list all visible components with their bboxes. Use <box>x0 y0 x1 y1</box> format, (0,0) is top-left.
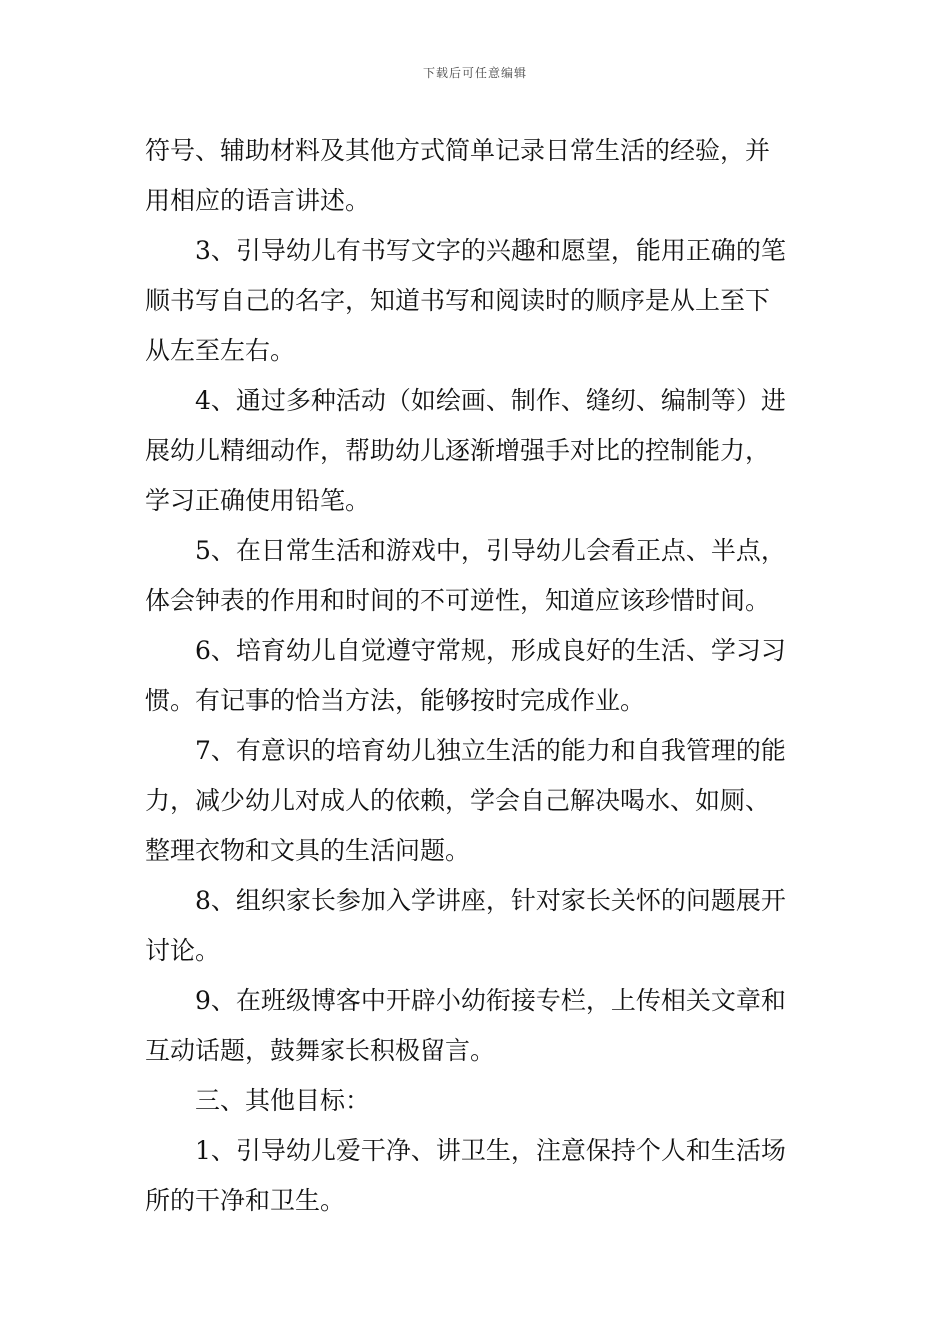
text-line: 所的干净和卫生。 <box>145 1186 346 1215</box>
text-line: 用相应的语言讲述。 <box>145 186 371 215</box>
text-line: 三、其他目标： <box>195 1086 371 1115</box>
text-line: 互动话题，鼓舞家长积极留言。 <box>145 1036 496 1065</box>
text-line: 6、培育幼儿自觉遵守常规，形成良好的生活、学习习 <box>195 636 786 665</box>
text-line: 惯。有记事的恰当方法，能够按时完成作业。 <box>145 686 646 715</box>
text-line: 8、组织家长参加入学讲座，针对家长关怀的问题展开 <box>195 886 786 915</box>
text-line: 展幼儿精细动作，帮助幼儿逐渐增强手对比的控制能力， <box>145 436 771 465</box>
text-line: 学习正确使用铅笔。 <box>145 486 371 515</box>
document-body <box>145 126 809 1226</box>
text-line: 3、引导幼儿有书写文字的兴趣和愿望，能用正确的笔 <box>195 236 786 265</box>
text-line: 力，减少幼儿对成人的依赖，学会自己解决喝水、如厕、 <box>145 786 771 815</box>
text-line: 整理衣物和文具的生活问题。 <box>145 836 471 865</box>
text-line: 体会钟表的作用和时间的不可逆性，知道应该珍惜时间。 <box>145 586 771 615</box>
text-line: 7、有意识的培育幼儿独立生活的能力和自我管理的能 <box>195 736 786 765</box>
text-line: 符号、辅助材料及其他方式简单记录日常生活的经验，并 <box>145 136 771 165</box>
text-line: 顺书写自己的名字，知道书写和阅读时的顺序是从上至下 <box>145 286 771 315</box>
text-line: 5、在日常生活和游戏中，引导幼儿会看正点、半点， <box>195 536 786 565</box>
text-line: 9、在班级博客中开辟小幼衔接专栏，上传相关文章和 <box>195 986 786 1015</box>
text-line: 1、引导幼儿爱干净、讲卫生，注意保持个人和生活场 <box>195 1136 786 1165</box>
text-line: 从左至左右。 <box>145 336 296 365</box>
text-line: 4、通过多种活动（如绘画、制作、缝纫、编制等）进 <box>195 386 786 415</box>
page-header: 下载后可任意编辑 <box>422 66 527 80</box>
text-line: 讨论。 <box>145 936 221 965</box>
